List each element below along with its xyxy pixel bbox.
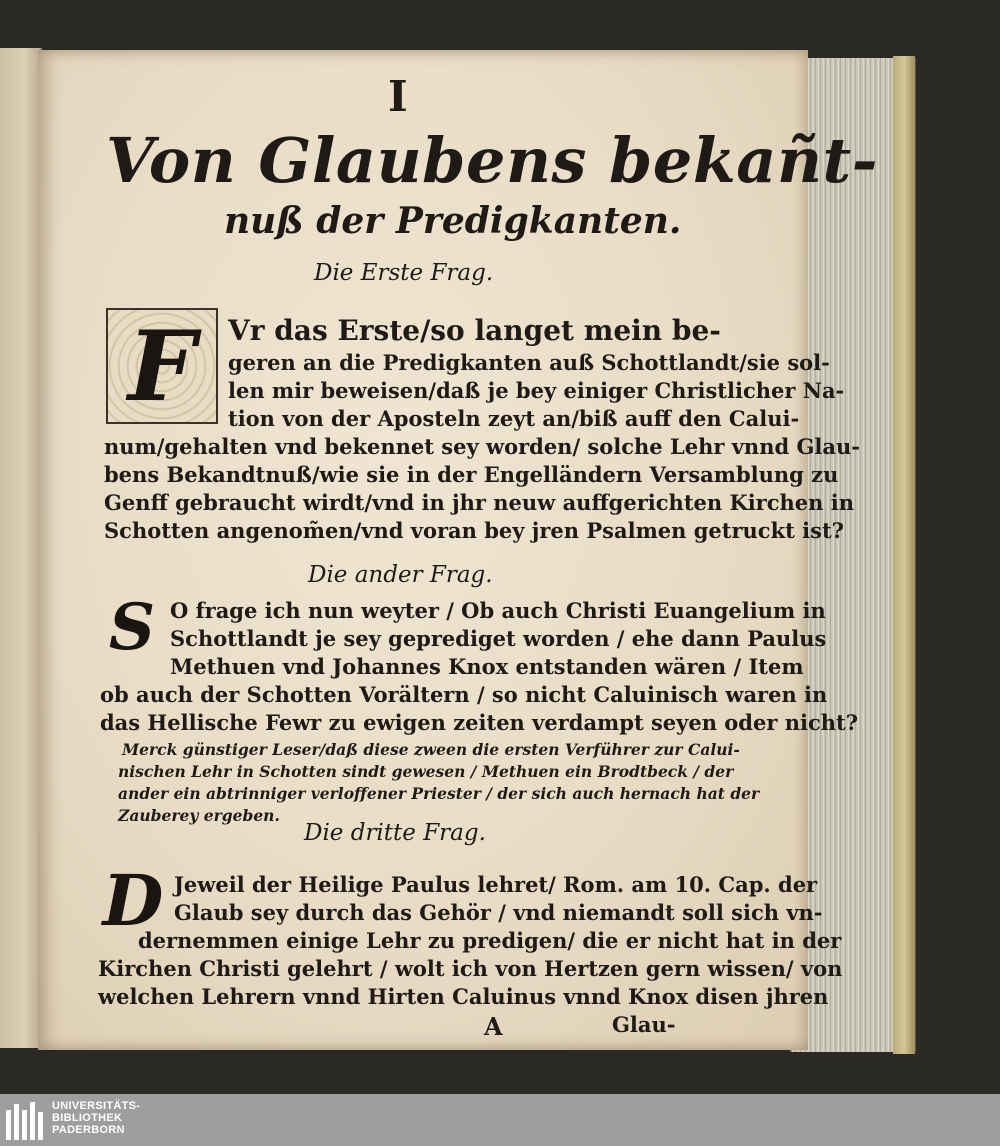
page-title-line-1: Von Glaubens bekañt- — [106, 124, 878, 197]
text-line: Vr das Erste/so langet mein be- — [228, 314, 721, 347]
section-heading-first: Die Erste Frag. — [314, 260, 494, 286]
signature-mark: A — [484, 1012, 503, 1041]
note-line: nischen Lehr in Schotten sindt gewesen / Methuen ein Brodtbeck / der — [118, 762, 734, 781]
page-number: I — [388, 72, 408, 121]
book-page — [38, 50, 878, 1050]
section-heading-third: Die dritte Frag. — [304, 820, 486, 846]
ornamental-initial-f: F — [106, 308, 218, 424]
text-line: Kirchen Christi gelehrt / wolt ich von Hertzen gern wissen/ von — [98, 956, 843, 981]
text-line: Schotten angenom̃en/vnd voran bey jren Psalmen getruckt ist? — [104, 518, 844, 543]
text-line: Jeweil der Heilige Paulus lehret/ Rom. am 10. Cap. der — [174, 872, 818, 897]
text-line: tion von der Aposteln zeyt an/biß auff den Calui- — [228, 406, 800, 431]
book-cover-edge — [893, 56, 915, 1054]
text-line: len mir beweisen/daß je bey einiger Christlicher Na- — [228, 378, 845, 403]
library-name-line-3: PADERBORN — [52, 1124, 125, 1136]
text-line: geren an die Predigkanten auß Schottlandt/sie sol- — [228, 350, 830, 375]
text-line: Methuen vnd Johannes Knox entstanden wären / Item — [170, 654, 804, 679]
initial-d: D — [102, 858, 164, 942]
note-line: ander ein abtrinniger verloffener Priester / der sich auch hernach hat der — [118, 784, 760, 803]
text-line: Genff gebraucht wirdt/vnd in jhr neuw auffgerichten Kirchen in — [104, 490, 854, 515]
text-line: num/gehalten vnd bekennet sey worden/ solche Lehr vnnd Glau- — [104, 434, 860, 459]
note-line: Zauberey ergeben. — [118, 806, 280, 825]
footer-bar — [0, 1094, 1000, 1146]
catchword: Glau- — [612, 1012, 676, 1037]
text-line: O frage ich nun weyter / Ob auch Christi Euangelium in — [170, 598, 826, 623]
library-logo-icon — [4, 1100, 48, 1140]
initial-s: S — [108, 589, 156, 665]
library-name-line-1: UNIVERSITÄTS- — [52, 1100, 141, 1112]
text-line: dernemmen einige Lehr zu predigen/ die er nicht hat in der — [138, 928, 842, 953]
text-line: Schottlandt je sey geprediget worden / ehe dann Paulus — [170, 626, 827, 651]
section-heading-second: Die ander Frag. — [308, 562, 493, 588]
note-line: Merck günstiger Leser/daß diese zween die ersten Verführer zur Calui- — [122, 740, 740, 759]
page-title-line-2: nuß der Predigkanten. — [224, 200, 682, 242]
text-line: Glaub sey durch das Gehör / vnd niemandt soll sich vn- — [174, 900, 823, 925]
text-line: ob auch der Schotten Vorältern / so nicht Caluinisch waren in — [100, 682, 828, 707]
text-line: bens Bekandtnuß/wie sie in der Engelländern Versamblung zu — [104, 462, 839, 487]
library-name-line-2: BIBLIOTHEK — [52, 1112, 123, 1124]
text-line: welchen Lehrern vnnd Hirten Caluinus vnnd Knox disen jhren — [98, 984, 829, 1009]
text-line: das Hellische Fewr zu ewigen zeiten verdampt seyen oder nicht? — [100, 710, 859, 735]
facing-page-edge — [0, 48, 42, 1048]
